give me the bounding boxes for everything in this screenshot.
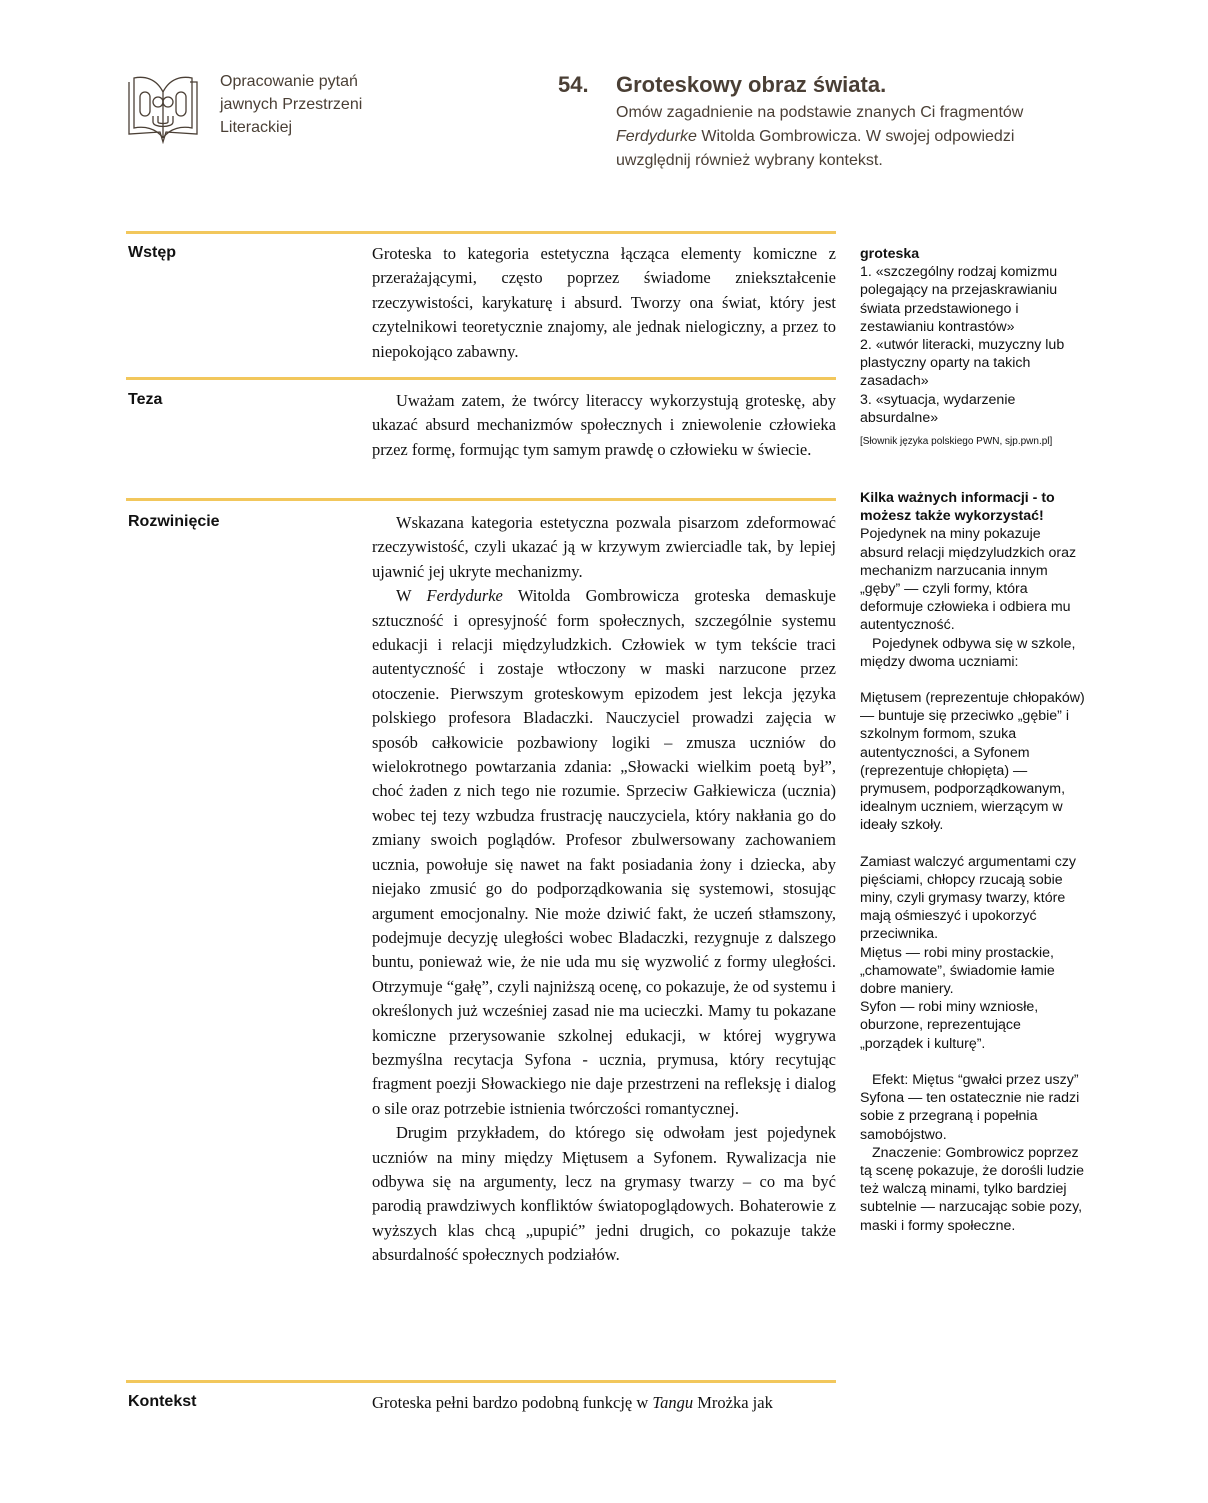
paragraph: Wskazana kategoria estetyczna pozwala pisarzom zdeformować rzeczywistość, czyli ukazać ją w krzywym zwierciadle tak, by lepiej ujawnić jej ukryte mechanizmy. — [372, 513, 836, 581]
definition-item: 3. «sytuacja, wydarzenie absurdalne» — [860, 391, 1016, 426]
section-text-rozwiniecie — [372, 511, 836, 1268]
section-divider — [126, 377, 836, 380]
info-paragraph: Miętusem (reprezentuje chłopaków) — buntuje się przeciwko „gębie” i szkolnym formom, szuka autentyczności, a Syfonem (reprezentuje chłopięta) — prymusem, podporządkowanym, idealnym uczniem, wierzącym w ideały szkoły. — [860, 690, 1085, 834]
info-paragraph: Syfon — robi miny wzniosłe, oburzone, reprezentujące „porządek i kulturę”. — [860, 999, 1039, 1052]
brand-name — [220, 70, 420, 139]
info-paragraph: Miętus — robi miny prostackie, „chamowate”, świadomie łamie dobre maniery. — [860, 944, 1055, 998]
section-divider — [126, 231, 836, 234]
section-label-kontekst: Kontekst — [128, 1393, 197, 1410]
work-title: Tangu — [652, 1393, 694, 1412]
section-text-kontekst: Groteska pełni bardzo podobną funkcję w Tangu Mrożka jak — [372, 1393, 773, 1412]
info-paragraph: Pojedynek odbywa się w szkole, między dwoma uczniami: — [860, 635, 1076, 670]
paragraph: W Ferdydurke Witolda Gombrowicza groteska demaskuje sztuczność i opresyjność form społecznych, szczególnie systemu edukacji i relacji międzyludzkich. Człowiek w tym tekście traci autentyczność i zostaje wtłoczony w maski narzucone przez otoczenie. Pierwszym groteskowym epizodem jest lekcja języka polskiego profesora Bladaczki. Nauczyciel prowadzi zajęcia w sposób całkowicie pozbawiony logiki – zmusza uczniów do wielokrotnego powtarzania zdania: „Słowacki wielkim poetą był”, choć żaden z nich tego nie rozumie. Sprzeciw Gałkiewicza (ucznia) wobec tej tezy wzbudza frustrację nauczyciela, który nakłania go do zmiany swoich poglądów. Profesor zbulwersowany zachowaniem ucznia, powołuje się nawet na fakt posiadania żony i dziecka, aby niejako zmusić go do podporządkowania się systemowi, stosując argument emocjonalny. Nie może dziwić fakt, że uczeń stłamszony, podejmuje decyzję uległości wobec Bladaczki, rezygnuje z dalszego buntu, ponieważ wie, że nie uda mu się wyzwolić z formy uległości. Otrzymuje “gałę”, czyli najniższą ocenę, co pokazuje, że od systemu i określonych już wcześniej zasad nie ma ucieczki. Mamy tu pokazane komiczne przerysowanie szkolnej edukacji, w której wygrywa bezmyślna recytacja Syfona - ucznia, prymusa, który recytując fragment poezji Słowackiego nie daje przestrzeni na refleksję i dialog o sile oraz potrzebie istnienia twórczości romantycznej. — [372, 586, 836, 1118]
info-paragraph: Efekt: Miętus “gwałci przez uszy” Syfona — ten ostatecznie nie radzi sobie z przegraną i popełnia samobójstwo. — [860, 1071, 1080, 1143]
definition-item: 1. «szczególny rodzaj komizmu polegający na przejaskrawianiu świata przedstawionego i zestawianiu kontrastów» — [860, 264, 1058, 335]
section-label-teza: Teza — [128, 391, 163, 408]
info-paragraph: Zamiast walczyć argumentami czy pięściami, chłopcy rzucają sobie miny, czyli grymasy twarzy, które mają ośmieszyć i upokorzyć przeciwnika. — [860, 853, 1077, 943]
info-paragraph: Znaczenie: Gombrowicz poprzez tą scenę pokazuje, że dorośli ludzie też walczą minami, tylko bardziej subtelnie — narzucając sobie pozy, maski i formy społeczne. — [860, 1144, 1084, 1234]
sidebar-info — [860, 489, 1085, 1235]
work-title: Ferdydurke — [426, 586, 503, 606]
brand-line: Literackiej — [220, 119, 293, 136]
definition-source: [Słownik języka polskiego PWN, sjp.pwn.pl] — [860, 436, 1053, 448]
info-paragraph: Pojedynek na miny pokazuje absurd relacji międzyludzkich oraz mechanizm narzucania innym „gęby” — czyli formy, która deformuje człowieka i odbiera mu autentyczność. — [860, 526, 1077, 634]
question-number: 54. — [558, 72, 589, 97]
question-title: Groteskowy obraz świata. — [616, 72, 887, 97]
brand-line: jawnych Przestrzeni — [220, 96, 363, 113]
section-divider — [126, 1380, 836, 1383]
section-text-wstep: Groteska to kategoria estetyczna łącząca elementy komiczne z przerażającymi, często poprzez świadome zniekształcenie rzeczywistości, karykaturę i absurd. Tworzy ona świat, który jest czytelnikowi teoretycznie znajomy, ale jednak nielogiczny, a przez to niepokojąco zabawny. — [372, 244, 836, 361]
section-label-rozwiniecie: Rozwinięcie — [128, 513, 220, 530]
work-title: Ferdydurke — [616, 128, 697, 145]
paragraph: Drugim przykładem, do którego się odwołam jest pojedynek uczniów na miny między Miętusem a Syfonem. Rywalizacja nie odbywa się na argumenty, lecz na grymasy twarzy – co ma być parodią prawdziwych konfliktów światopoglądowych. Bohaterowie z wyższych klas chcą „upupić” jedni drugich, co pokazuje także absurdalność społecznych podziałów. — [372, 1123, 836, 1265]
brand-line: Opracowanie pytań — [220, 73, 358, 90]
section-label-wstep: Wstęp — [128, 244, 176, 261]
question-description: Omów zagadnienie na podstawie znanych Ci fragmentów Ferdydurke Witolda Gombrowicza. W swojej odpowiedzi uwzględnij również wybrany kontekst. — [616, 104, 1024, 169]
definition-item: 2. «utwór literacki, muzyczny lub plastyczny oparty na takich zasadach» — [860, 337, 1065, 390]
section-divider — [126, 498, 836, 501]
sidebar-definition — [860, 245, 1085, 449]
section-text-teza: Uważam zatem, że twórcy literaccy wykorzystują groteskę, aby ukazać absurd mechanizmów społecznych i zniewolenie człowieka przez formę, formując tym samym prawdę o człowieku w świecie. — [372, 391, 836, 459]
info-heading: Kilka ważnych informacji - to możesz także wykorzystać! — [860, 490, 1055, 525]
definition-term: groteska — [860, 246, 920, 262]
book-logo-icon — [126, 72, 200, 144]
